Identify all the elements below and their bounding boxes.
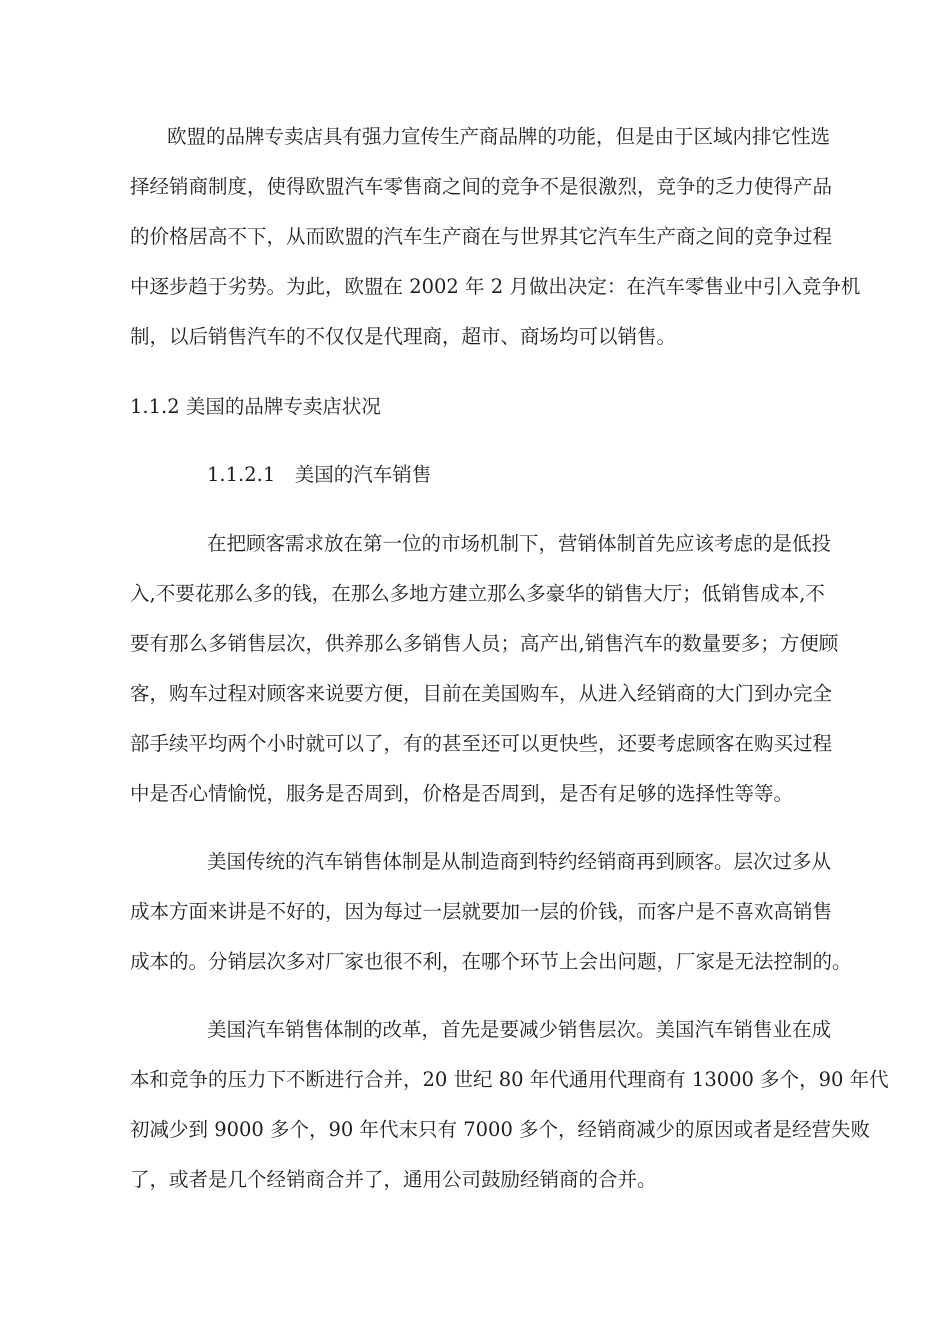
paragraph-line: 美国传统的汽车销售体制是从制造商到特约经销商再到顾客。层次过多从 <box>207 850 832 873</box>
paragraph-line: 欧盟的品牌专卖店具有强力宣传生产商品牌的功能，但是由于区域内排它性选 <box>167 125 831 148</box>
paragraph-line: 美国汽车销售体制的改革，首先是要减少销售层次。美国汽车销售业在成 <box>207 1018 832 1041</box>
paragraph-line: 入,不要花那么多的钱，在那么多地方建立那么多豪华的销售大厅；低销售成本,不 <box>130 582 825 605</box>
paragraph-line: 的价格居高不下，从而欧盟的汽车生产商在与世界其它汽车生产商之间的竞争过程 <box>130 225 833 248</box>
subsection-heading: 1.1.2.1 美国的汽车销售 <box>207 463 432 486</box>
paragraph-line: 部手续平均两个小时就可以了，有的甚至还可以更快些，还要考虑顾客在购买过程 <box>130 732 833 755</box>
paragraph-line: 要有那么多销售层次，供养那么多销售人员；高产出,销售汽车的数量要多；方便顾 <box>130 632 839 655</box>
paragraph-line: 客，购车过程对顾客来说要方便，目前在美国购车，从进入经销商的大门到办完全 <box>130 682 833 705</box>
paragraph-line: 制，以后销售汽车的不仅仅是代理商，超市、商场均可以销售。 <box>130 325 677 348</box>
paragraph-line: 中逐步趋于劣势。为此，欧盟在 2002 年 2 月做出决定：在汽车零售业中引入竞争机 <box>130 275 861 298</box>
paragraph-line: 中是否心情愉悦，服务是否周到，价格是否周到，是否有足够的选择性等等。 <box>130 782 794 805</box>
paragraph-line: 在把顾客需求放在第一位的市场机制下，营销体制首先应该考虑的是低投 <box>207 532 832 555</box>
paragraph-line: 成本的。分销层次多对厂家也很不利，在哪个环节上会出问题，厂家是无法控制的。 <box>130 950 852 973</box>
paragraph-line: 择经销商制度，使得欧盟汽车零售商之间的竞争不是很激烈，竞争的乏力使得产品 <box>130 175 833 198</box>
section-heading: 1.1.2 美国的品牌专卖店状况 <box>130 395 381 418</box>
paragraph-line: 成本方面来讲是不好的，因为每过一层就要加一层的价钱，而客户是不喜欢高销售 <box>130 900 833 923</box>
paragraph-line: 了，或者是几个经销商合并了，通用公司鼓励经销商的合并。 <box>130 1168 657 1191</box>
paragraph-line: 本和竞争的压力下不断进行合并，20 世纪 80 年代通用代理商有 13000 多个，90 年代 <box>130 1068 889 1091</box>
paragraph-line: 初减少到 9000 多个，90 年代末只有 7000 多个，经销商减少的原因或者是经营失败 <box>130 1118 871 1141</box>
